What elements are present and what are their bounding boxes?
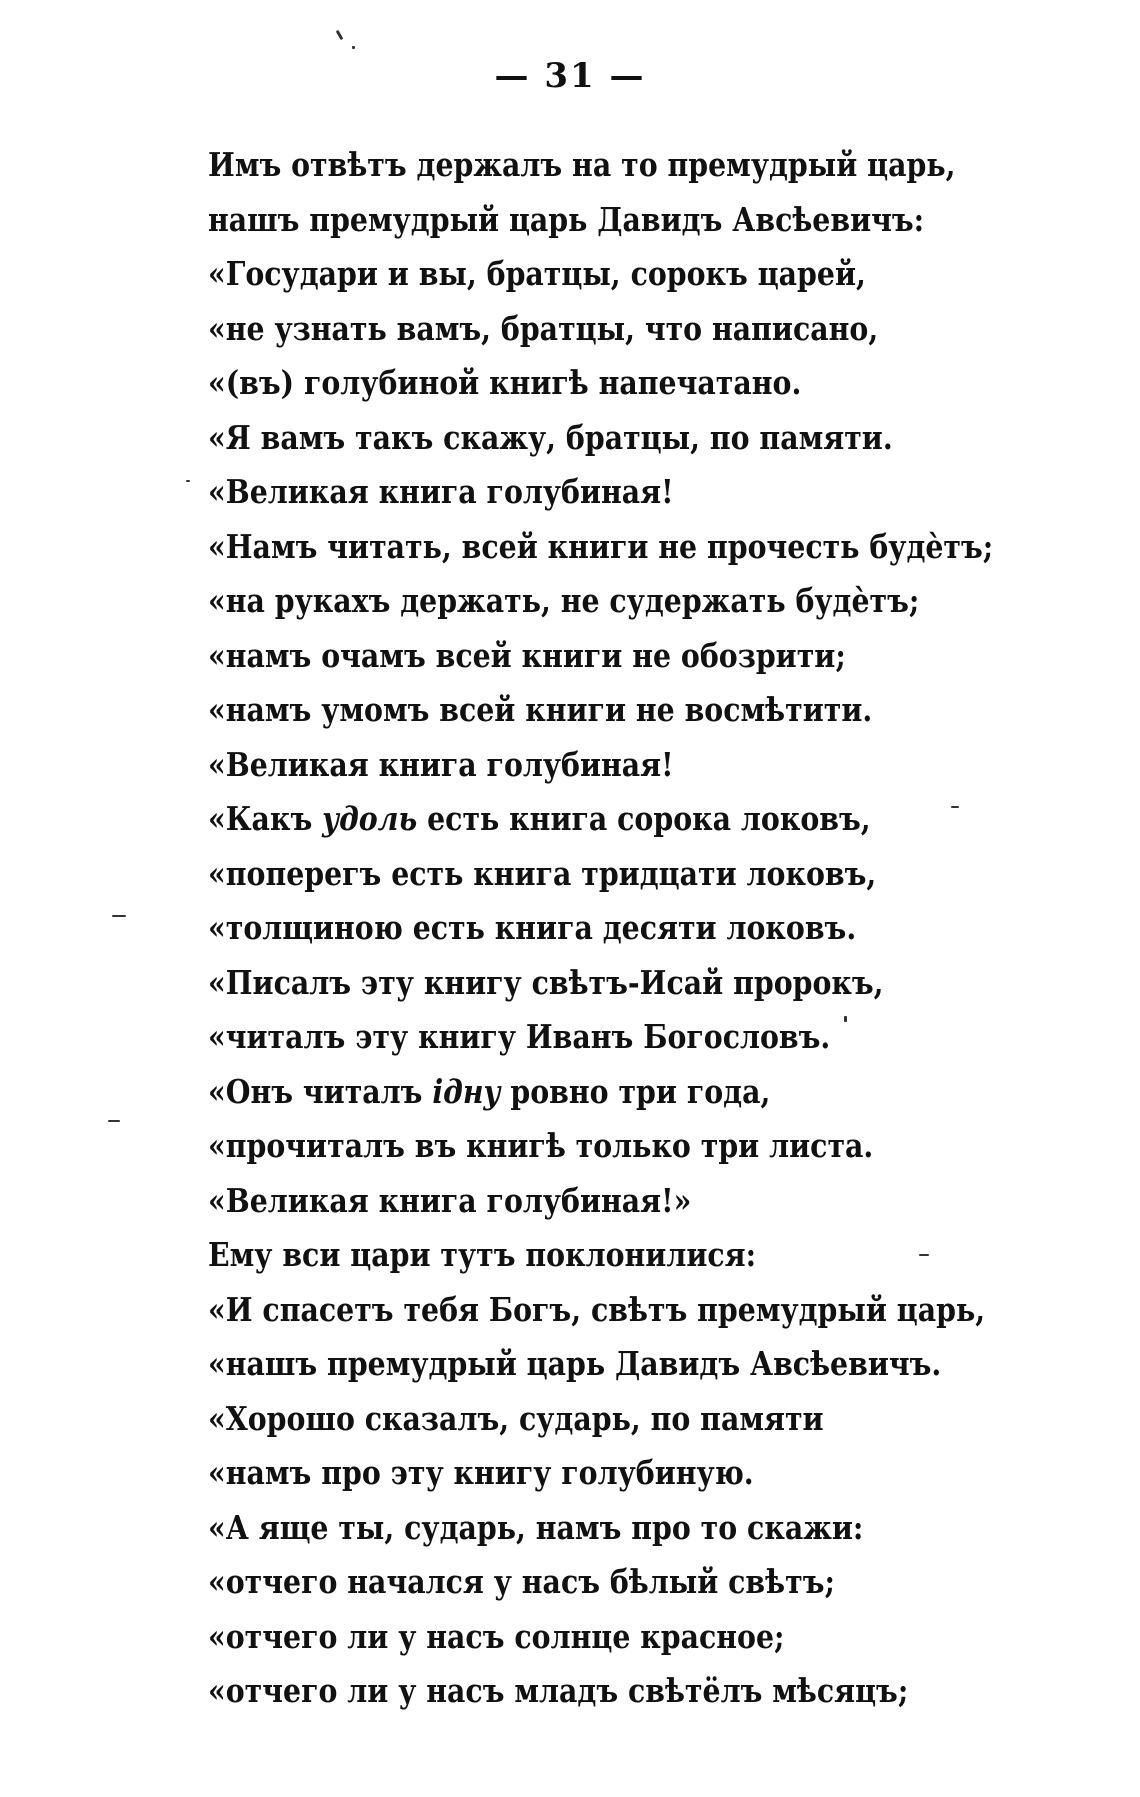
verse-line: «А яще ты, сударь, намъ про то скажи: [208, 1507, 864, 1547]
verse-line: «читалъ эту книгу Иванъ Богословъ. [208, 1017, 831, 1056]
verse-line: «намъ про эту книгу голубиную. [208, 1453, 754, 1492]
verse-line: «Великая книга голубиная! [208, 472, 674, 511]
scan-speck [112, 915, 126, 917]
verse-line: «отчего ли у насъ младъ свѣтёлъ мѣсяцъ; [208, 1671, 909, 1710]
verse-line: Имъ отвѣтъ держалъ на то премудрый царь, [208, 145, 956, 184]
verse-line: «Великая книга голубиная!» [208, 1180, 692, 1220]
verse-line [208, 1065, 982, 1120]
verse-line: «(въ) голубиной книгѣ напечатано. [208, 363, 802, 402]
scan-speck [336, 30, 344, 40]
verse-line: «Великая книга голубиная! [208, 744, 674, 784]
verse-line: «на рукахъ держать, не судержать будѐтъ; [208, 581, 920, 620]
verse-line: «Писалъ эту книгу свѣтъ-Исай пророкъ, [208, 962, 884, 1002]
verse-line-part: «Онъ читалъ [208, 1071, 433, 1111]
scan-speck [951, 806, 959, 808]
verse-line: «не узнать вамъ, братцы, что написано, [208, 308, 879, 348]
italic-word: iдну [432, 1071, 501, 1111]
scan-speck [352, 46, 355, 49]
verse-line-part: «Какъ [208, 799, 323, 838]
verse-line: «отчего начался у насъ бѣлый свѣтъ; [208, 1562, 835, 1601]
verse-text [208, 138, 1108, 1719]
verse-line: «отчего ли у насъ солнце красное; [208, 1616, 785, 1656]
verse-line: «прочиталъ въ книгѣ только три листа. [208, 1126, 874, 1165]
verse-line: «Хорошо сказалъ, сударь, по памяти [208, 1398, 824, 1438]
verse-line: «намъ умомъ всей книги не восмѣтити. [208, 690, 873, 729]
verse-line: Ему вси цари тутъ поклонилися: [208, 1235, 757, 1274]
page-number: — 31 — [494, 56, 646, 96]
verse-line-part: ровно три года, [500, 1071, 771, 1111]
verse-line: «И спасетъ тебя Богъ, свѣтъ премудрый царь, [208, 1289, 986, 1329]
verse-line: «толщиною есть книга десяти локовъ. [208, 908, 857, 947]
verse-line: «Я вамъ такъ скажу, братцы, по памяти. [208, 417, 893, 457]
verse-line-part: есть книга сорока локовъ, [417, 799, 871, 838]
verse-line: «намъ очамъ всей книги не обозрити; [208, 635, 846, 675]
scan-speck [844, 1016, 847, 1022]
scan-speck [186, 480, 190, 482]
verse-line: «поперегъ есть книга тридцати локовъ, [208, 853, 877, 893]
verse-line: «Намъ читать, всей книги не прочесть будѐтъ; [208, 526, 994, 566]
italic-word: удоль [322, 799, 418, 838]
verse-line: «нашъ премудрый царь Давидъ Авсѣевичъ. [208, 1344, 942, 1383]
scan-speck [919, 1254, 929, 1256]
verse-line: «Государи и вы, братцы, сорокъ царей, [208, 254, 866, 293]
scan-speck [108, 1120, 120, 1122]
verse-line [208, 792, 982, 847]
verse-line: нашъ премудрый царь Давидъ Авсѣевичъ: [208, 199, 925, 239]
